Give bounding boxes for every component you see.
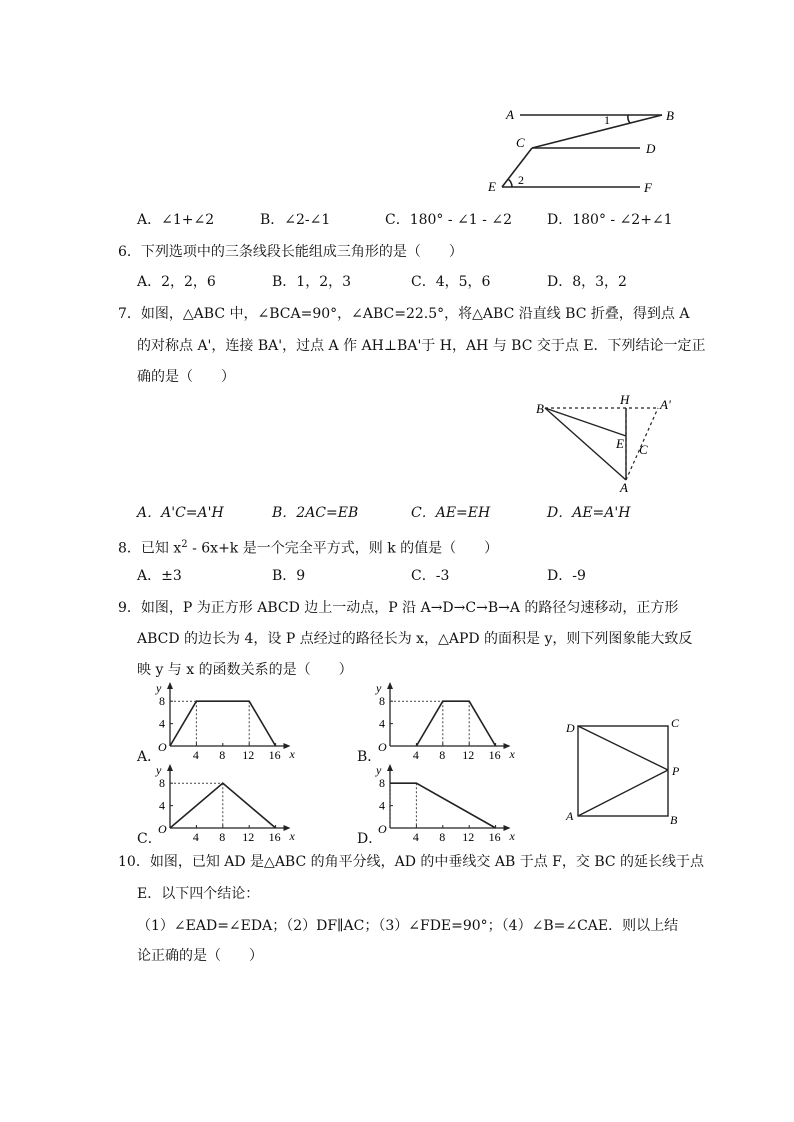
q7-label-b: B: [536, 401, 544, 416]
x-tick-label: 4: [192, 830, 199, 842]
q7-label-e: E: [616, 436, 624, 451]
y-axis-arrow: [167, 682, 173, 689]
y-tick-label: 8: [159, 776, 165, 791]
q9-stem-line-2: ABCD 的边长为 4，设 P 点经过的路径长为 x，△APD 的面积是 y，则下列图象能大致反: [137, 631, 693, 647]
q9-stem-line-3: 映 y 与 x 的函数关系的是（ ）: [137, 662, 353, 678]
x-axis-label: x: [289, 747, 295, 760]
y-tick-label: 4: [159, 716, 165, 731]
q9-square-figure: [560, 712, 690, 830]
q5-angle-2-label: 2: [518, 173, 524, 187]
q7-stem-line-1: 7．如图，△ABC 中，∠BCA=90°，∠ABC=22.5°，将△ABC 沿直线 BC 折叠，得到点 A: [118, 306, 690, 322]
q5-option-c[interactable]: C．180° - ∠1 - ∠2: [385, 212, 512, 228]
q6-option-d[interactable]: D．8，3，2: [547, 274, 627, 290]
y-axis-arrow: [387, 764, 393, 771]
q9-graph-b[interactable]: [370, 680, 530, 760]
q7-label-a-prime: A': [660, 397, 671, 412]
q9-square-label-c: C: [671, 716, 680, 730]
q7-option-b[interactable]: B．2AC=EB: [272, 505, 359, 521]
x-tick-label: 12: [462, 748, 475, 760]
x-tick-label: 12: [242, 830, 255, 842]
q10-stem-line-4: 论正确的是（ ）: [137, 948, 263, 964]
q8-option-a[interactable]: A．±3: [137, 568, 182, 584]
y-tick-label: 4: [379, 798, 385, 813]
q9-option-a-label[interactable]: A．: [137, 749, 162, 765]
q5-option-a[interactable]: A．∠1+∠2: [137, 212, 215, 228]
y-axis-arrow: [387, 682, 393, 689]
q7-label-h: H: [620, 392, 630, 407]
q8-stem: [118, 535, 498, 559]
x-tick-label: 4: [412, 748, 419, 760]
q9-option-b-label[interactable]: B．: [357, 749, 382, 765]
q5-label-d: D: [646, 141, 656, 156]
x-tick-label: 8: [219, 748, 226, 760]
x-tick-label: 16: [488, 748, 501, 760]
origin-label: O: [378, 822, 387, 836]
q8-option-d[interactable]: D．-9: [547, 568, 586, 584]
q9-square-label-b: B: [670, 813, 678, 827]
q9-square-label-p: P: [672, 764, 680, 778]
x-axis-label: x: [289, 829, 295, 842]
origin-label: O: [158, 740, 167, 754]
y-axis-arrow: [167, 764, 173, 771]
q5-label-b: B: [666, 108, 674, 123]
q9-graph-d[interactable]: [370, 762, 530, 842]
x-tick-label: 12: [462, 830, 475, 842]
origin-label: O: [378, 740, 387, 754]
q9-option-c-label[interactable]: C．: [137, 831, 162, 847]
function-line: [416, 701, 495, 746]
q10-stem-line-3: （1）∠EAD=∠EDA；（2）DF∥AC；（3）∠FDE=90°；（4）∠B=∠CAE．则以上结: [137, 918, 679, 934]
q10-stem-line-2: E．以下四个结论：: [137, 886, 260, 902]
q6-stem: 6．下列选项中的三条线段长能组成三角形的是（ ）: [118, 244, 463, 260]
y-tick-label: 8: [159, 694, 165, 709]
q7-label-a: A: [620, 480, 628, 495]
q6-option-c[interactable]: C．4，5，6: [411, 274, 491, 290]
q10-stem-line-1: 10．如图，已知 AD 是△ABC 的角平分线，AD 的中垂线交 AB 于点 F，交 BC 的延长线于点: [118, 854, 705, 870]
x-tick-label: 4: [192, 748, 199, 760]
y-tick-label: 8: [379, 776, 385, 791]
y-axis-label: y: [156, 681, 162, 695]
x-tick-label: 16: [268, 830, 281, 842]
y-axis-label: y: [376, 763, 382, 777]
q6-option-b[interactable]: B．1，2，3: [272, 274, 352, 290]
q9-stem-line-1: 9．如图，P 为正方形 ABCD 边上一动点，P 沿 A→D→C→B→A 的路径匀速移动，正方形: [118, 600, 679, 616]
q9-square-label-d: D: [566, 721, 575, 735]
q5-label-c: C: [516, 135, 525, 150]
y-tick-label: 4: [379, 716, 385, 731]
q7-option-d[interactable]: D．AE=A'H: [547, 505, 631, 521]
q9-square-label-a: A: [566, 809, 574, 823]
function-line: [170, 783, 276, 828]
function-line: [390, 783, 496, 828]
q7-stem-line-3: 确的是（ ）: [137, 369, 235, 385]
x-tick-label: 8: [439, 748, 446, 760]
q9-option-d-label[interactable]: D．: [357, 831, 383, 847]
q5-option-d[interactable]: D．180° - ∠2+∠1: [547, 212, 673, 228]
y-tick-label: 4: [159, 798, 165, 813]
q7-stem-line-2: 的对称点 A'，连接 BA'，过点 A 作 AH⊥BA'于 H，AH 与 BC 交于点 E．下列结论一定正: [137, 338, 706, 354]
q8-option-c[interactable]: C．-3: [411, 568, 450, 584]
x-tick-label: 8: [219, 830, 226, 842]
q7-option-a[interactable]: A．A'C=A'H: [137, 505, 224, 521]
x-axis-label: x: [509, 747, 515, 760]
q8-stem-part-1: 8．已知 x: [118, 540, 182, 557]
x-tick-label: 16: [268, 748, 281, 760]
q9-graph-a[interactable]: [150, 680, 310, 760]
q5-label-e: E: [488, 179, 496, 194]
q5-label-f: F: [644, 180, 652, 195]
x-tick-label: 8: [439, 830, 446, 842]
x-tick-label: 12: [242, 748, 255, 760]
x-axis-label: x: [509, 829, 515, 842]
q6-option-a[interactable]: A．2，2，6: [137, 274, 216, 290]
q5-figure: [480, 100, 690, 200]
x-tick-label: 4: [412, 830, 419, 842]
q8-exponent: 2: [181, 539, 188, 550]
q8-option-b[interactable]: B．9: [272, 568, 306, 584]
y-tick-label: 8: [379, 694, 385, 709]
q5-option-b[interactable]: B．∠2-∠1: [260, 212, 331, 228]
q8-stem-part-2: - 6x+k 是一个完全平方式，则 k 的值是（ ）: [187, 540, 499, 557]
y-axis-label: y: [156, 763, 162, 777]
q7-option-c[interactable]: C．AE=EH: [411, 505, 491, 521]
q5-label-a: A: [506, 107, 514, 122]
q5-angle-1-label: 1: [604, 113, 610, 127]
function-line: [170, 701, 276, 746]
q7-figure: [528, 388, 688, 496]
q7-label-c: C: [639, 442, 648, 457]
y-axis-label: y: [376, 681, 382, 695]
origin-label: O: [158, 822, 167, 836]
q9-graph-c[interactable]: [150, 762, 310, 842]
x-tick-label: 16: [488, 830, 501, 842]
